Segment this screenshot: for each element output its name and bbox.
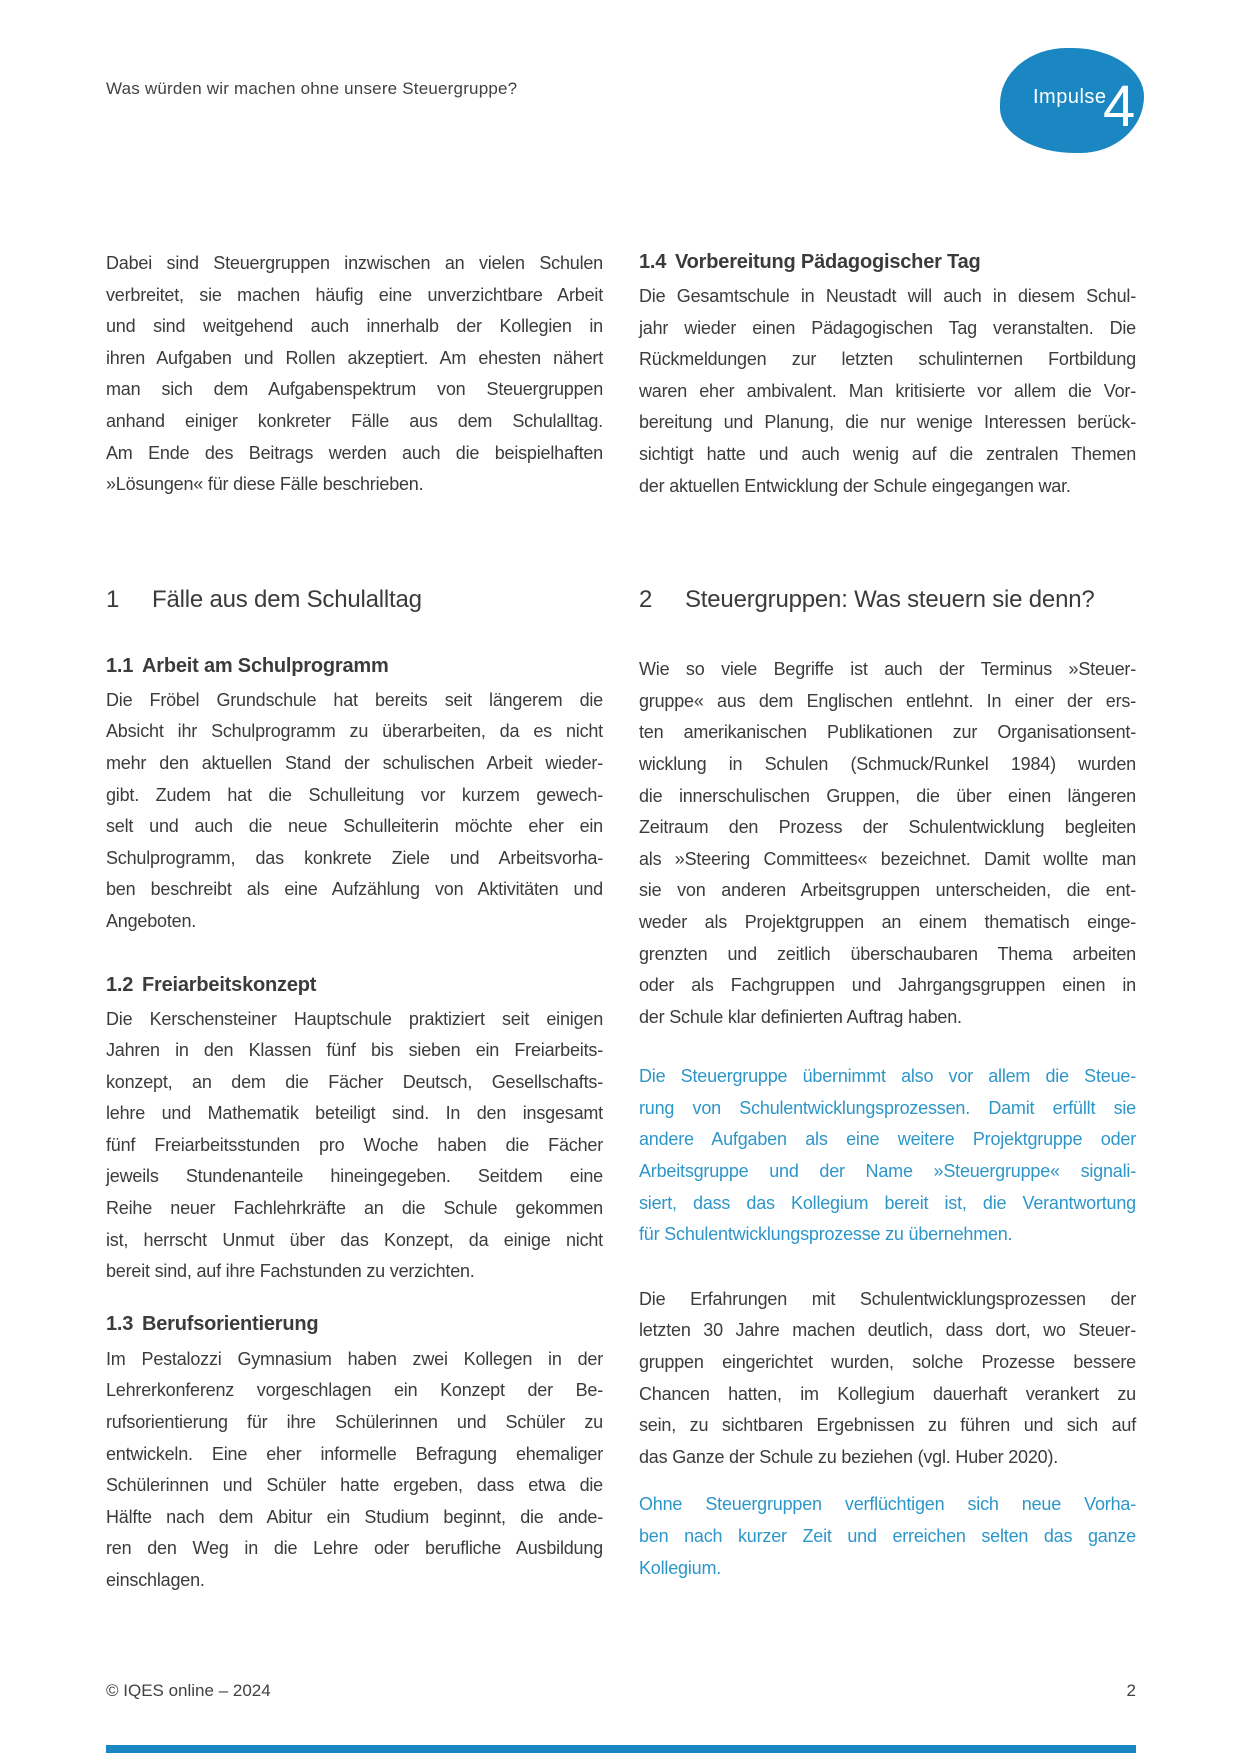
text-line: ten amerikanischen Publikationen zur Organisationsent- — [639, 722, 1136, 743]
text-line: sichtigt hatte und auch wenig auf die zentralen Themen — [639, 443, 1136, 464]
text-line: das Ganze der Schule zu beziehen (vgl. Huber 2020). — [639, 1446, 1059, 1467]
text-line: jahr wieder einen Pädagogischen Tag veranstalten. Die — [639, 317, 1136, 338]
text-line: entwickeln. Eine eher informelle Befragung ehemaliger — [106, 1443, 603, 1464]
text-line: gibt. Zudem hat die Schulleitung vor kurzem gewech- — [106, 784, 603, 805]
section-number: 2 — [639, 586, 653, 614]
text-line: waren eher ambivalent. Man kritisierte vor allem die Vor- — [639, 380, 1136, 401]
running-title: Was würden wir machen ohne unsere Steuergruppe? — [106, 79, 518, 98]
subsection-heading-1-2 — [106, 971, 603, 999]
text-line: Die Erfahrungen mit Schulentwicklungsprozessen der — [639, 1288, 1136, 1309]
footer-copyright: © IQES online – 2024 — [106, 1681, 271, 1700]
text-line: Absicht ihr Schulprogramm zu überarbeiten, da es nicht — [106, 721, 603, 742]
text-line: Zeitraum den Prozess der Schulentwicklung begleiten — [639, 817, 1136, 838]
text-line: der Schule klar definierten Auftrag haben. — [639, 1006, 962, 1027]
text-line: weder als Projektgruppen an einem thematisch einge- — [639, 911, 1136, 932]
text-line: verbreitet, sie machen häufig eine unverzichtbare Arbeit — [106, 284, 603, 305]
text-line: gruppen eingerichtet wurden, solche Prozesse bessere — [639, 1352, 1136, 1373]
two-column-body — [106, 248, 1136, 1597]
section-heading-2 — [639, 585, 1136, 615]
text-line: Kollegium. — [639, 1557, 722, 1578]
text-line: einschlagen. — [106, 1570, 205, 1590]
text-line: rufsorientierung für ihre Schülerinnen und Schüler zu — [106, 1412, 603, 1433]
text-line: Chancen hatten, im Kollegium dauerhaft verankert zu — [639, 1383, 1136, 1404]
text-line: konzept, an dem die Fächer Deutsch, Gesellschafts- — [106, 1071, 603, 1092]
text-line: Reihe neuer Fachlehrkräfte an die Schule gekommen — [106, 1198, 603, 1219]
text-line: ren den Weg in die Lehre oder berufliche Ausbildung — [106, 1538, 603, 1559]
text-line: Die Gesamtschule in Neustadt will auch in diesem Schul- — [639, 286, 1136, 306]
text-line: oder als Fachgruppen und Jahrgangsgruppen einen in — [639, 975, 1136, 996]
text-line: fünf Freiarbeitsstunden pro Woche haben die Fächer — [106, 1134, 603, 1155]
highlight-paragraph-1 — [639, 1061, 1136, 1251]
paragraph-1-1 — [106, 685, 603, 938]
column-right — [639, 248, 1136, 1597]
subsection-number: 1.2 — [106, 973, 134, 996]
subsection-heading-1-4 — [639, 248, 1136, 276]
subsection-title: Vorbereitung Pädagogischer Tag — [675, 251, 981, 273]
paragraph-section2 — [639, 654, 1136, 1033]
text-line: Ohne Steuergruppen verflüchtigen sich neue Vorha- — [639, 1494, 1136, 1515]
subsection-heading-1-1 — [106, 652, 603, 680]
text-line: lehre und Mathematik beteiligt sind. In den insgesamt — [106, 1103, 603, 1124]
text-line: Am Ende des Beitrags werden auch die beispielhaften — [106, 442, 603, 463]
text-line: grenzten und zeitlich überschaubaren Thema arbeiten — [639, 943, 1136, 964]
text-line: Arbeitsgruppe und der Name »Steuergruppe« signali- — [639, 1161, 1136, 1182]
text-line: anhand einiger konkreter Fälle aus dem Schulalltag. — [106, 410, 603, 431]
paragraph-experience — [639, 1284, 1136, 1474]
section-title: Fälle aus dem Schulalltag — [152, 585, 422, 613]
text-line: ist, herrscht Unmut über das Konzept, da einige nicht — [106, 1229, 603, 1250]
text-line: ben nach kurzer Zeit und erreichen selten das ganze — [639, 1526, 1136, 1546]
section-title: Steuergruppen: Was steuern sie denn? — [685, 586, 1095, 614]
text-line: als »Steering Committees« bezeichnet. Damit wollte man — [639, 848, 1136, 869]
text-line: die innerschulischen Gruppen, die über einen längeren — [639, 785, 1136, 806]
text-line: andere Aufgaben als eine weitere Projektgruppe oder — [639, 1129, 1136, 1150]
text-line: Angeboten. — [106, 910, 197, 931]
intro-paragraph — [106, 248, 603, 501]
section-number: 1 — [106, 585, 120, 613]
text-line: Wie so viele Begriffe ist auch der Terminus »Steuer- — [639, 659, 1136, 680]
badge-number: 4 — [1103, 74, 1136, 139]
text-line: der aktuellen Entwicklung der Schule eingegangen war. — [639, 475, 1071, 496]
paragraph-1-4 — [639, 281, 1136, 502]
text-line: letzten 30 Jahre machen deutlich, dass dort, wo Steuer- — [639, 1320, 1136, 1341]
text-line: für Schulentwicklungsprozesse zu übernehmen. — [639, 1224, 1013, 1245]
text-line: Lehrerkonferenz vorgeschlagen ein Konzept der Be- — [106, 1380, 603, 1401]
impulse-badge — [1000, 48, 1144, 153]
subsection-number: 1.1 — [106, 654, 134, 677]
text-line: »Lösungen« für diese Fälle beschrieben. — [106, 474, 424, 495]
text-line: Jahren in den Klassen fünf bis sieben ein Freiarbeits- — [106, 1040, 603, 1061]
text-line: gruppe« aus dem Englischen entlehnt. In einer der ers- — [639, 690, 1136, 711]
text-line: Rückmeldungen zur letzten schulinternen Fortbildung — [639, 349, 1136, 370]
text-line: bereitung und Planung, die nur wenige Interessen berück- — [639, 412, 1136, 433]
paragraph-1-2 — [106, 1004, 603, 1288]
highlight-paragraph-2 — [639, 1489, 1136, 1584]
text-line: sein, zu sichtbaren Ergebnissen zu führen und sich auf — [639, 1415, 1136, 1436]
subsection-number: 1.4 — [639, 251, 667, 273]
footer-page-number: 2 — [1126, 1681, 1136, 1700]
badge-label: Impulse — [1033, 86, 1107, 108]
text-line: siert, dass das Kollegium bereit ist, die Verantwortung — [639, 1192, 1136, 1213]
text-line: wicklung in Schulen (Schmuck/Runkel 1984) wurden — [639, 753, 1136, 774]
text-line: ben beschreibt als eine Aufzählung von Aktivitäten und — [106, 879, 603, 900]
text-line: Schulprogramm, das konkrete Ziele und Arbeitsvorha- — [106, 847, 603, 868]
text-line: ihren Aufgaben und Rollen akzeptiert. Am ehesten nähert — [106, 347, 603, 368]
text-line: Schülerinnen und Schüler hatte ergeben, dass etwa die — [106, 1475, 603, 1496]
text-line: und sind weitgehend auch innerhalb der Kollegien in — [106, 316, 603, 337]
text-line: jeweils Stundenanteile hineingegeben. Seitdem eine — [106, 1166, 603, 1187]
text-line: Die Steuergruppe übernimmt also vor allem die Steue- — [639, 1066, 1136, 1087]
footer-accent-bar — [106, 1745, 1136, 1753]
text-line: Hälfte nach dem Abitur ein Studium beginnt, die ande- — [106, 1506, 603, 1527]
paragraph-1-3 — [106, 1344, 603, 1597]
text-line: Dabei sind Steuergruppen inzwischen an vielen Schulen — [106, 253, 603, 273]
section-heading-1 — [106, 585, 603, 615]
subsection-title: Freiarbeitskonzept — [142, 973, 317, 996]
subsection-heading-1-3 — [106, 1310, 603, 1338]
text-line: bereit sind, auf ihre Fachstunden zu verzichten. — [106, 1261, 475, 1282]
text-line: rung von Schulentwicklungsprozessen. Damit erfüllt sie — [639, 1097, 1136, 1118]
text-line: selt und auch die neue Schulleiterin möchte eher ein — [106, 816, 603, 837]
subsection-title: Arbeit am Schulprogramm — [142, 654, 389, 677]
text-line: Im Pestalozzi Gymnasium haben zwei Kollegen in der — [106, 1348, 603, 1369]
subsection-title: Berufsorientierung — [142, 1312, 319, 1335]
text-line: mehr den aktuellen Stand der schulischen Arbeit wieder- — [106, 752, 603, 773]
text-line: man sich dem Aufgabenspektrum von Steuergruppen — [106, 379, 603, 400]
column-left — [106, 248, 603, 1597]
text-line: Die Fröbel Grundschule hat bereits seit längerem die — [106, 689, 603, 710]
text-line: Die Kerschensteiner Hauptschule praktiziert seit einigen — [106, 1008, 603, 1029]
subsection-number: 1.3 — [106, 1312, 134, 1335]
text-line: sie von anderen Arbeitsgruppen unterscheiden, die ent- — [639, 880, 1136, 901]
